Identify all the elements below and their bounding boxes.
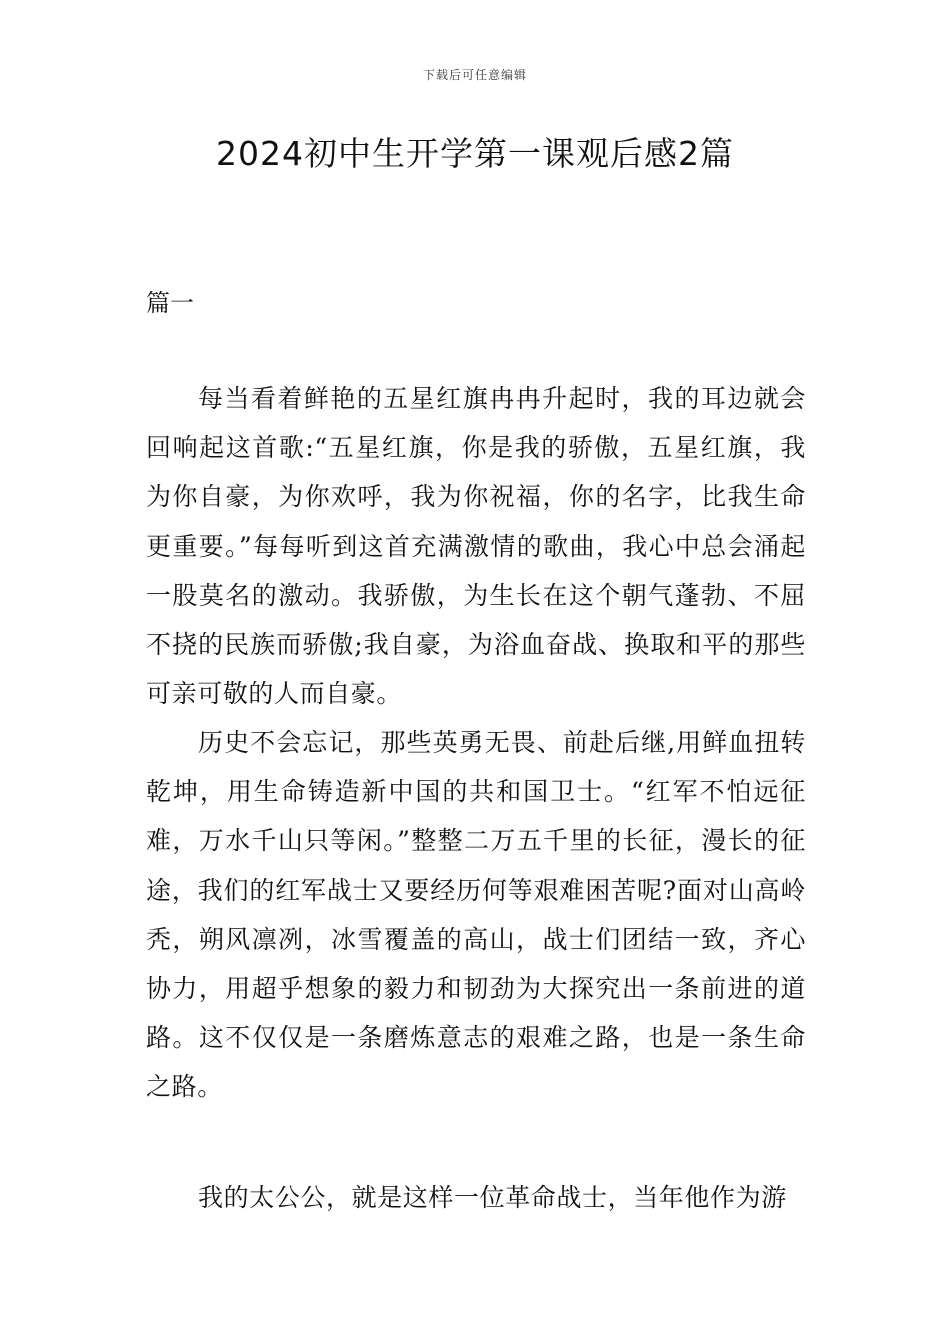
body-paragraph: 我的太公公，就是这样一位革命战士，当年他作为游 (198, 1183, 787, 1212)
body-paragraph: 历史不会忘记，那些英勇无畏、前赴后继,用鲜血扭转乾坤，用生命铸造新中国的共和国卫士。“红军不怕远征难，万水千山只等闲。”整整二万五千里的长征，漫长的征途，我们的红军战士又要经历何等艰难困苦呢?面对山高岭秃，朔风凛冽，冰雪覆盖的高山，战士们团结一致，齐心协力，用超乎想象的毅力和韧劲为大探究出一条前进的道路。这不仅仅是一条磨炼意志的艰难之路，也是一条生命之路。 (146, 728, 806, 1102)
body-paragraph: 每当看着鲜艳的五星红旗冉冉升起时，我的耳边就会回响起这首歌:“五星红旗，你是我的骄傲，五星红旗，我为你自豪，为你欢呼，我为你祝福，你的名字，比我生命更重要。”每每听到这首充满激情的歌曲，我心中总会涌起一股莫名的激动。我骄傲，为生长在这个朝气蓬勃、不屈不挠的民族而骄傲;我自豪，为浴血奋战、换取和平的那些可亲可敬的人而自豪。 (146, 384, 806, 709)
header-note: 下载后可任意编辑 (422, 68, 527, 82)
document-title: 2024初中生开学第一课观后感2篇 (216, 134, 734, 173)
section-label: 篇一 (146, 289, 194, 317)
